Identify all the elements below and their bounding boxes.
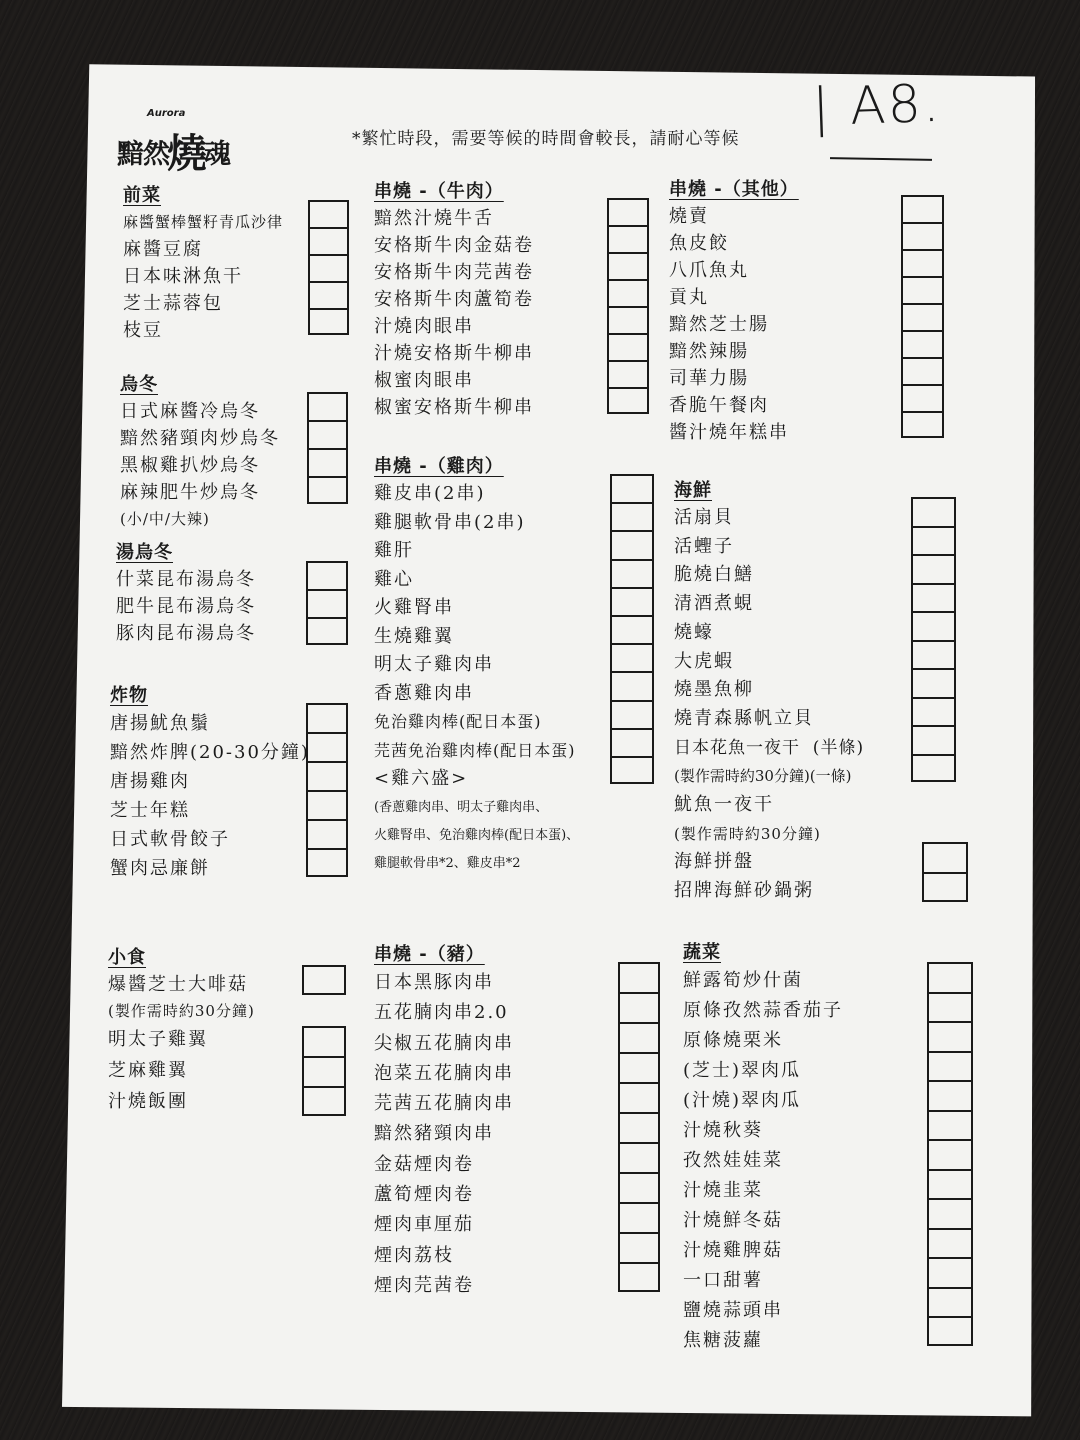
- section-title: 串燒 -（雞肉）: [374, 456, 504, 477]
- quantity-box[interactable]: [927, 1110, 973, 1140]
- quantity-box[interactable]: [306, 703, 348, 732]
- quantity-box[interactable]: [607, 306, 649, 333]
- menu-item: 肥牛昆布湯烏冬: [116, 596, 256, 617]
- quantity-box[interactable]: [308, 200, 349, 227]
- menu-item: 黯然辣腸: [669, 341, 749, 362]
- menu-item-note: (製作需時約30分鐘): [108, 1002, 255, 1020]
- menu-item: 煙肉荔枝: [374, 1244, 454, 1266]
- quantity-box[interactable]: [302, 1086, 346, 1116]
- quantity-box[interactable]: [618, 1232, 660, 1262]
- section-title: 串燒 -（豬）: [374, 944, 485, 965]
- menu-item: 活扇貝: [674, 507, 734, 528]
- section-skewers-beef: [374, 177, 534, 421]
- quantity-box[interactable]: [911, 497, 956, 526]
- menu-item: 日式軟骨餃子: [110, 829, 230, 850]
- quantity-box[interactable]: [610, 756, 654, 784]
- quantity-box[interactable]: [901, 384, 944, 411]
- quantity-box[interactable]: [911, 611, 956, 640]
- section-skewers-chicken: [374, 452, 579, 878]
- quantity-boxes-beef: [607, 198, 649, 414]
- section-soup-udon: [116, 538, 256, 647]
- menu-item: 黯然豬頸肉串: [374, 1123, 494, 1145]
- menu-item: 燒蠔: [674, 621, 714, 643]
- quantity-boxes-udon: [307, 392, 348, 504]
- quantity-box[interactable]: [901, 276, 944, 303]
- quantity-box[interactable]: [911, 526, 956, 555]
- menu-item: <雞六盛>: [374, 768, 469, 789]
- quantity-box[interactable]: [927, 1257, 973, 1287]
- menu-item: 魚皮餃: [669, 233, 729, 254]
- menu-item: 原條孜然蒜香茄子: [683, 1000, 843, 1021]
- quantity-box[interactable]: [901, 195, 944, 222]
- quantity-box[interactable]: [607, 198, 649, 225]
- section-seafood: [674, 476, 864, 906]
- quantity-box[interactable]: [618, 1082, 660, 1112]
- menu-item: 泡菜五花腩肉串: [374, 1062, 514, 1084]
- quantity-box[interactable]: [618, 1112, 660, 1142]
- quantity-box[interactable]: [927, 1169, 973, 1199]
- section-snacks: [108, 943, 255, 1117]
- quantity-box[interactable]: [911, 640, 956, 669]
- menu-item: 生燒雞翼: [374, 625, 454, 647]
- menu-item: 黑椒雞扒炒烏冬: [120, 455, 260, 476]
- quantity-box[interactable]: [610, 671, 654, 699]
- quantity-box[interactable]: [306, 848, 348, 877]
- busy-hours-notice: *繁忙時段，需要等候的時間會較長，請耐心等候: [352, 129, 740, 149]
- menu-item: 八爪魚丸: [669, 260, 749, 281]
- menu-item: 香脆午餐肉: [669, 395, 769, 416]
- menu-item: 日本味淋魚干: [123, 266, 243, 287]
- quantity-box[interactable]: [308, 254, 349, 281]
- quantity-boxes-pork: [618, 962, 660, 1292]
- quantity-box[interactable]: [607, 387, 649, 414]
- menu-item: 豚肉昆布湯烏冬: [116, 623, 256, 644]
- menu-item: 雞心: [374, 568, 414, 590]
- menu-item-note: 雞腿軟骨串*2、雞皮串*2: [374, 855, 521, 871]
- quantity-box[interactable]: [607, 333, 649, 360]
- quantity-box[interactable]: [927, 1287, 973, 1317]
- quantity-box[interactable]: [307, 476, 348, 504]
- quantity-box[interactable]: [302, 1056, 346, 1086]
- menu-item: 司華力腸: [669, 368, 749, 389]
- quantity-box[interactable]: [927, 1080, 973, 1110]
- quantity-boxes-fried: [306, 703, 348, 877]
- menu-item: 安格斯牛肉芫茜卷: [374, 262, 534, 283]
- menu-item: 魷魚一夜干: [674, 794, 774, 816]
- menu-item: 唐揚雞肉: [110, 771, 190, 792]
- menu-item: 雞腿軟骨串(2串): [374, 511, 526, 533]
- quantity-box[interactable]: [911, 554, 956, 583]
- quantity-box[interactable]: [306, 819, 348, 848]
- table-number: | A8.: [810, 73, 943, 139]
- quantity-box[interactable]: [610, 502, 654, 530]
- menu-item: 芫茜五花腩肉串: [374, 1093, 514, 1115]
- section-skewers-pork: [374, 940, 514, 1301]
- menu-item: 免治雞肉棒(配日本蛋): [374, 712, 542, 731]
- menu-item: 明太子雞翼: [108, 1029, 208, 1050]
- quantity-box[interactable]: [618, 1052, 660, 1082]
- quantity-box[interactable]: [610, 474, 654, 502]
- quantity-box[interactable]: [901, 222, 944, 249]
- menu-item: 煙肉車厘茄: [374, 1214, 474, 1236]
- section-title: 海鮮: [674, 480, 712, 501]
- quantity-box[interactable]: [618, 1142, 660, 1172]
- menu-item: 椒蜜肉眼串: [374, 370, 474, 391]
- quantity-box[interactable]: [927, 1198, 973, 1228]
- quantity-boxes-seafood-platter: [922, 842, 968, 902]
- menu-item: 醬汁燒年糕串: [669, 422, 789, 443]
- quantity-box[interactable]: [308, 281, 349, 308]
- menu-item-note: (製作需時約30分鐘): [674, 824, 821, 843]
- menu-item: 招牌海鮮砂鍋粥: [674, 880, 814, 902]
- menu-item: 五花腩肉串2.0: [374, 1002, 509, 1024]
- quantity-box[interactable]: [927, 1021, 973, 1051]
- menu-item: 雞皮串(2串): [374, 483, 486, 504]
- quantity-box[interactable]: [618, 1202, 660, 1232]
- quantity-box[interactable]: [927, 1139, 973, 1169]
- menu-item: 安格斯牛肉蘆筍卷: [374, 289, 534, 310]
- quantity-box[interactable]: [302, 1026, 346, 1056]
- quantity-box[interactable]: [610, 643, 654, 671]
- menu-item: (芝士)翠肉瓜: [683, 1060, 802, 1081]
- menu-item: 麻辣肥牛炒烏冬: [120, 482, 260, 503]
- menu-item: 汁燒秋葵: [683, 1120, 763, 1141]
- menu-item: 什菜昆布湯烏冬: [116, 569, 256, 590]
- menu-item: 汁燒鮮冬菇: [683, 1210, 783, 1231]
- quantity-box[interactable]: [607, 279, 649, 306]
- quantity-box[interactable]: [901, 411, 944, 438]
- quantity-box[interactable]: [307, 448, 348, 476]
- quantity-box[interactable]: [618, 1172, 660, 1202]
- quantity-box[interactable]: [618, 1022, 660, 1052]
- menu-item: 黯然豬頸肉炒烏冬: [120, 428, 280, 449]
- quantity-box[interactable]: [618, 992, 660, 1022]
- logo-chinese: 黯然燒魂: [117, 131, 230, 177]
- quantity-box[interactable]: [610, 587, 654, 615]
- section-title: 串燒 -（牛肉）: [374, 181, 504, 202]
- section-skewers-others: [669, 175, 799, 446]
- menu-item: 芫茜免治雞肉棒(配日本蛋): [374, 740, 576, 760]
- menu-item: 日本花魚一夜干 (半條): [674, 737, 865, 758]
- menu-item: 清酒煮蜆: [674, 593, 754, 615]
- menu-item: 黯然芝士腸: [669, 314, 769, 335]
- section-fried: [110, 681, 310, 883]
- logo-english: Aurora: [147, 108, 186, 119]
- menu-item: 大虎蝦: [674, 650, 734, 672]
- menu-item: 汁燒韭菜: [683, 1180, 763, 1201]
- menu-item: 貢丸: [669, 287, 709, 308]
- quantity-box[interactable]: [610, 559, 654, 587]
- menu-item: 芝士年糕: [110, 800, 190, 821]
- quantity-box[interactable]: [306, 589, 348, 617]
- section-title: 炸物: [110, 685, 148, 706]
- menu-item: 燒墨魚柳: [674, 679, 754, 701]
- quantity-box[interactable]: [922, 872, 968, 902]
- quantity-boxes-snacks-1: [302, 965, 346, 995]
- quantity-box[interactable]: [927, 992, 973, 1022]
- menu-item-note: (製作需時約30分鐘)(一條): [674, 767, 852, 786]
- menu-item: 燒青森縣帆立貝: [674, 707, 814, 729]
- menu-item: 麻醬蟹棒蟹籽青瓜沙律: [123, 213, 284, 231]
- menu-item-note: (香蔥雞肉串、明太子雞肉串、: [374, 799, 549, 815]
- quantity-box[interactable]: [306, 561, 348, 589]
- quantity-box[interactable]: [307, 392, 348, 420]
- menu-item-note: (小/中/大辣): [120, 510, 210, 528]
- menu-item: 汁燒飯團: [108, 1091, 188, 1112]
- menu-item: 尖椒五花腩肉串: [374, 1032, 514, 1054]
- quantity-box[interactable]: [901, 303, 944, 330]
- quantity-box[interactable]: [618, 962, 660, 992]
- quantity-box[interactable]: [306, 732, 348, 761]
- menu-item: 焦糖菠蘿: [683, 1330, 763, 1351]
- quantity-box[interactable]: [911, 697, 956, 726]
- section-title: 串燒 -（其他）: [669, 179, 799, 200]
- quantity-box[interactable]: [610, 700, 654, 728]
- quantity-box[interactable]: [927, 1228, 973, 1258]
- quantity-box[interactable]: [610, 530, 654, 558]
- menu-item: 汁燒雞脾菇: [683, 1240, 783, 1261]
- menu-item: 香蔥雞肉串: [374, 682, 474, 704]
- menu-item: 爆醬芝士大啡菇: [108, 974, 248, 995]
- menu-item: 原條燒栗米: [683, 1030, 783, 1051]
- menu-item: 日本黑豚肉串: [374, 972, 494, 993]
- quantity-box[interactable]: [911, 754, 956, 783]
- menu-item: 明太子雞肉串: [374, 654, 494, 675]
- menu-item: 汁燒肉眼串: [374, 316, 474, 337]
- quantity-box[interactable]: [302, 965, 346, 995]
- section-title: 烏冬: [120, 374, 158, 395]
- quantity-boxes-others: [901, 195, 944, 438]
- quantity-box[interactable]: [306, 790, 348, 819]
- menu-item: 枝豆: [123, 320, 163, 341]
- quantity-box[interactable]: [607, 360, 649, 387]
- menu-item-note: 火雞腎串、免治雞肉棒(配日本蛋)、: [374, 827, 580, 843]
- menu-item: (汁燒)翠肉瓜: [683, 1090, 802, 1111]
- section-title: 前菜: [123, 185, 161, 206]
- quantity-box[interactable]: [607, 252, 649, 279]
- quantity-box[interactable]: [911, 725, 956, 754]
- menu-item: 唐揚魷魚鬚: [110, 713, 210, 734]
- quantity-boxes-soup-udon: [306, 561, 348, 645]
- quantity-box[interactable]: [308, 308, 349, 335]
- section-title: 蔬菜: [683, 942, 721, 963]
- menu-item: 活蟶子: [674, 535, 734, 557]
- menu-item: 一口甜薯: [683, 1270, 763, 1291]
- quantity-box[interactable]: [927, 1051, 973, 1081]
- quantity-box[interactable]: [927, 1316, 973, 1346]
- menu-item: 黯然汁燒牛舌: [374, 208, 494, 229]
- quantity-box[interactable]: [901, 249, 944, 276]
- section-title: 小食: [108, 947, 146, 968]
- menu-item: 日式麻醬冷烏冬: [120, 401, 260, 422]
- quantity-box[interactable]: [922, 842, 968, 872]
- menu-item: 安格斯牛肉金菇卷: [374, 235, 534, 256]
- menu-item: 鹽燒蒜頭串: [683, 1300, 783, 1321]
- quantity-boxes-appetizers: [308, 200, 349, 335]
- section-title: 湯烏冬: [116, 542, 173, 563]
- menu-item: 黯然炸脾(20-30分鐘): [110, 742, 310, 763]
- menu-item: 燒賣: [669, 206, 709, 227]
- quantity-box[interactable]: [307, 420, 348, 448]
- quantity-box[interactable]: [306, 761, 348, 790]
- quantity-box[interactable]: [911, 668, 956, 697]
- quantity-box[interactable]: [308, 227, 349, 254]
- menu-item: 蘆筍煙肉卷: [374, 1184, 474, 1206]
- menu-item: 海鮮拼盤: [674, 851, 754, 873]
- menu-item: 芝士蒜蓉包: [123, 293, 223, 314]
- menu-item: 金菇煙肉卷: [374, 1153, 474, 1175]
- menu-item: 孜然娃娃菜: [683, 1150, 783, 1171]
- quantity-boxes-vegetables: [927, 962, 973, 1346]
- menu-item: 汁燒安格斯牛柳串: [374, 343, 534, 364]
- menu-item: 火雞腎串: [374, 597, 454, 618]
- quantity-boxes-chicken: [610, 474, 654, 784]
- menu-item: 麻醬豆腐: [123, 239, 203, 260]
- section-vegetables: [683, 938, 843, 1356]
- section-appetizers: [123, 181, 283, 344]
- section-udon: [120, 370, 280, 533]
- quantity-box[interactable]: [901, 357, 944, 384]
- quantity-box[interactable]: [927, 962, 973, 992]
- quantity-box[interactable]: [610, 728, 654, 756]
- quantity-box[interactable]: [306, 617, 348, 645]
- quantity-box[interactable]: [607, 225, 649, 252]
- menu-item: 芝麻雞翼: [108, 1060, 188, 1081]
- quantity-box[interactable]: [911, 583, 956, 612]
- quantity-boxes-seafood: [911, 497, 956, 782]
- menu-item: 鮮露筍炒什菌: [683, 970, 803, 991]
- quantity-box[interactable]: [610, 615, 654, 643]
- quantity-boxes-snacks-2: [302, 1026, 346, 1116]
- menu-item: 煙肉芫茜卷: [374, 1274, 474, 1296]
- menu-item: 脆燒白鱔: [674, 564, 754, 586]
- quantity-box[interactable]: [901, 330, 944, 357]
- menu-item: 蟹肉忌廉餅: [110, 858, 210, 879]
- quantity-box[interactable]: [618, 1262, 660, 1292]
- menu-item: 雞肝: [374, 540, 414, 561]
- menu-item: 椒蜜安格斯牛柳串: [374, 397, 534, 418]
